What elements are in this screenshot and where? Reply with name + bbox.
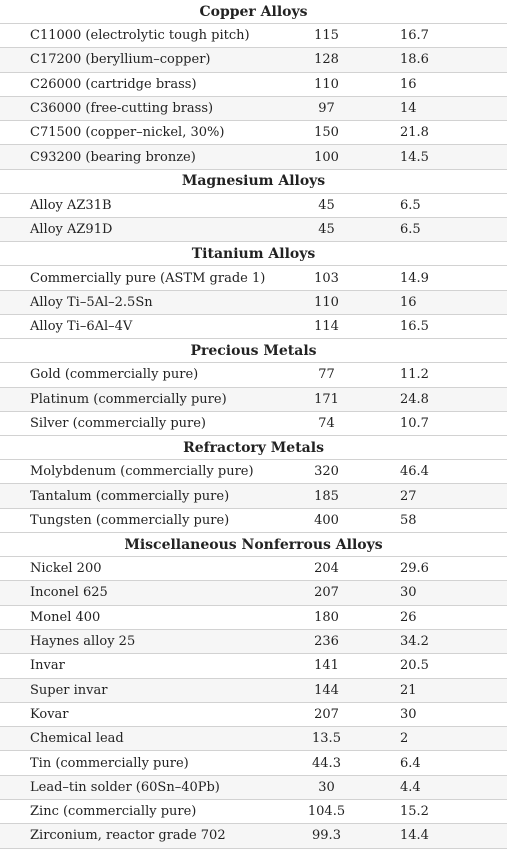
value-cell-2: 30	[378, 581, 507, 605]
value-cell-1: 400	[275, 508, 378, 532]
table-row	[0, 702, 507, 726]
value-cell-1: 45	[275, 218, 378, 242]
table-row	[0, 800, 507, 824]
value-cell-2: 14.9	[378, 266, 507, 290]
table-row	[0, 460, 507, 484]
value-cell-1: 185	[275, 484, 378, 508]
table-row	[0, 678, 507, 702]
material-name-cell: Zirconium, reactor grade 702	[0, 824, 275, 848]
value-cell-1: 141	[275, 654, 378, 678]
section-header-row	[0, 436, 507, 460]
value-cell-2: 14	[378, 96, 507, 120]
value-cell-1: 74	[275, 411, 378, 435]
value-cell-1: 77	[275, 363, 378, 387]
table-row	[0, 145, 507, 169]
value-cell-1: 44.3	[275, 751, 378, 775]
table-row	[0, 72, 507, 96]
section-title: Copper Alloys	[0, 0, 507, 24]
table-row	[0, 363, 507, 387]
value-cell-1: 320	[275, 460, 378, 484]
material-name-cell: Alloy AZ31B	[0, 193, 275, 217]
material-name-cell: C71500 (copper–nickel, 30%)	[0, 121, 275, 145]
table-row	[0, 727, 507, 751]
table-row	[0, 193, 507, 217]
value-cell-2: 11.2	[378, 363, 507, 387]
material-name-cell: C93200 (bearing bronze)	[0, 145, 275, 169]
value-cell-1: 171	[275, 387, 378, 411]
table-row	[0, 290, 507, 314]
section-header-row	[0, 242, 507, 266]
section-title: Precious Metals	[0, 339, 507, 363]
value-cell-2: 30	[378, 702, 507, 726]
material-name-cell: Lead–tin solder (60Sn–40Pb)	[0, 775, 275, 799]
value-cell-1: 110	[275, 290, 378, 314]
material-name-cell: Haynes alloy 25	[0, 629, 275, 653]
material-name-cell: Alloy AZ91D	[0, 218, 275, 242]
section-header-row	[0, 169, 507, 193]
value-cell-2: 16	[378, 72, 507, 96]
value-cell-1: 97	[275, 96, 378, 120]
value-cell-2: 4.4	[378, 775, 507, 799]
value-cell-2: 34.2	[378, 629, 507, 653]
value-cell-1: 114	[275, 314, 378, 338]
value-cell-1: 115	[275, 24, 378, 48]
value-cell-2: 27	[378, 484, 507, 508]
value-cell-2: 20.5	[378, 654, 507, 678]
table-row	[0, 581, 507, 605]
section-title: Refractory Metals	[0, 436, 507, 460]
material-name-cell: C11000 (electrolytic tough pitch)	[0, 24, 275, 48]
value-cell-1: 110	[275, 72, 378, 96]
material-name-cell: Nickel 200	[0, 557, 275, 581]
value-cell-2: 16.5	[378, 314, 507, 338]
table-row	[0, 654, 507, 678]
table-row	[0, 121, 507, 145]
value-cell-2: 14.4	[378, 824, 507, 848]
material-name-cell: Platinum (commercially pure)	[0, 387, 275, 411]
material-name-cell: C36000 (free-cutting brass)	[0, 96, 275, 120]
table-row	[0, 266, 507, 290]
value-cell-2: 6.5	[378, 218, 507, 242]
section-header-row	[0, 533, 507, 557]
material-name-cell: Chemical lead	[0, 727, 275, 751]
value-cell-1: 207	[275, 581, 378, 605]
value-cell-2: 14.5	[378, 145, 507, 169]
table-row	[0, 24, 507, 48]
table-row	[0, 629, 507, 653]
value-cell-1: 236	[275, 629, 378, 653]
material-name-cell: Tin (commercially pure)	[0, 751, 275, 775]
value-cell-1: 144	[275, 678, 378, 702]
value-cell-2: 6.4	[378, 751, 507, 775]
table-row	[0, 218, 507, 242]
table-row	[0, 508, 507, 532]
material-name-cell: Silver (commercially pure)	[0, 411, 275, 435]
value-cell-2: 18.6	[378, 48, 507, 72]
value-cell-1: 30	[275, 775, 378, 799]
value-cell-2: 29.6	[378, 557, 507, 581]
table-row	[0, 775, 507, 799]
material-name-cell: Gold (commercially pure)	[0, 363, 275, 387]
table-row	[0, 314, 507, 338]
value-cell-1: 204	[275, 557, 378, 581]
value-cell-2: 10.7	[378, 411, 507, 435]
material-name-cell: Tungsten (commercially pure)	[0, 508, 275, 532]
value-cell-2: 21.8	[378, 121, 507, 145]
material-name-cell: Super invar	[0, 678, 275, 702]
material-name-cell: Monel 400	[0, 605, 275, 629]
table-row	[0, 824, 507, 848]
material-name-cell: Zinc (commercially pure)	[0, 800, 275, 824]
value-cell-1: 128	[275, 48, 378, 72]
value-cell-1: 99.3	[275, 824, 378, 848]
table-row	[0, 751, 507, 775]
section-title: Magnesium Alloys	[0, 169, 507, 193]
section-header-row	[0, 0, 507, 24]
value-cell-1: 13.5	[275, 727, 378, 751]
value-cell-2: 24.8	[378, 387, 507, 411]
value-cell-2: 46.4	[378, 460, 507, 484]
table-row	[0, 96, 507, 120]
table-row	[0, 605, 507, 629]
value-cell-1: 103	[275, 266, 378, 290]
value-cell-1: 180	[275, 605, 378, 629]
material-name-cell: Alloy Ti–6Al–4V	[0, 314, 275, 338]
material-name-cell: C17200 (beryllium–copper)	[0, 48, 275, 72]
material-name-cell: Tantalum (commercially pure)	[0, 484, 275, 508]
value-cell-2: 2	[378, 727, 507, 751]
section-title: Titanium Alloys	[0, 242, 507, 266]
material-name-cell: Alloy Ti–5Al–2.5Sn	[0, 290, 275, 314]
material-name-cell: Molybdenum (commercially pure)	[0, 460, 275, 484]
material-name-cell: Inconel 625	[0, 581, 275, 605]
value-cell-1: 150	[275, 121, 378, 145]
value-cell-1: 207	[275, 702, 378, 726]
table-row	[0, 387, 507, 411]
section-title: Miscellaneous Nonferrous Alloys	[0, 533, 507, 557]
table-row	[0, 557, 507, 581]
table-row	[0, 48, 507, 72]
material-name-cell: Kovar	[0, 702, 275, 726]
section-header-row	[0, 339, 507, 363]
value-cell-1: 45	[275, 193, 378, 217]
value-cell-2: 15.2	[378, 800, 507, 824]
material-name-cell: Invar	[0, 654, 275, 678]
material-name-cell: Commercially pure (ASTM grade 1)	[0, 266, 275, 290]
value-cell-2: 21	[378, 678, 507, 702]
value-cell-2: 26	[378, 605, 507, 629]
value-cell-2: 16	[378, 290, 507, 314]
value-cell-2: 6.5	[378, 193, 507, 217]
value-cell-1: 100	[275, 145, 378, 169]
value-cell-1: 104.5	[275, 800, 378, 824]
material-name-cell: C26000 (cartridge brass)	[0, 72, 275, 96]
table-row	[0, 484, 507, 508]
table-row	[0, 411, 507, 435]
value-cell-2: 58	[378, 508, 507, 532]
value-cell-2: 16.7	[378, 24, 507, 48]
